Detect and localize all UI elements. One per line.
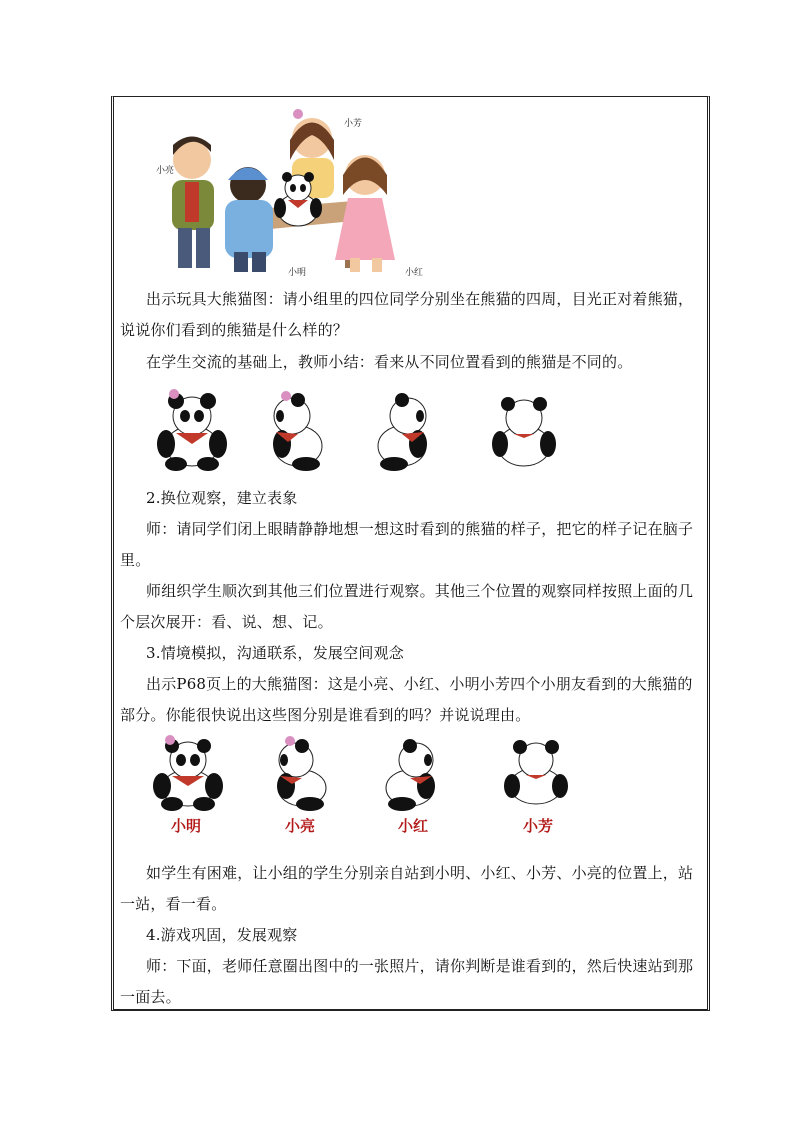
label-xiaoliang: 小亮 <box>156 166 175 176</box>
panda-side-2 <box>370 388 434 472</box>
paragraph-4: 师组织学生顺次到其他三们位置进行观察。其他三个位置的观察同样按照上面的几个层次展开：看、说、想、记。 <box>120 582 694 631</box>
paragraph-6: 如学生有困难，让小组的学生分别亲自站到小明、小红、小芳、小亮的位置上，站一站，看一看。 <box>120 864 694 913</box>
panda-side-1 <box>266 388 330 472</box>
caption-xiaoming: 小明 <box>171 817 202 835</box>
caption-xiaofang: 小芳 <box>523 817 554 835</box>
panda-back-1 <box>488 392 560 472</box>
heading-2: 2.换位观察，建立表象 <box>146 489 298 507</box>
heading-3: 3.情境模拟，沟通联系，发展空间观念 <box>146 644 404 662</box>
paragraph-5: 出示P68页上的大熊猫图：这是小亮、小红、小明小芳四个小朋友看到的大熊猫的部分。你能很快说出这些图分别是谁看到的吗？并说说理由。 <box>120 675 693 724</box>
label-xiaoming: 小明 <box>288 268 307 278</box>
panda-front-2 <box>148 736 228 812</box>
label-xiaohong: 小红 <box>405 268 424 278</box>
panda-front-1 <box>152 388 232 472</box>
paragraph-2: 在学生交流的基础上，教师小结：看来从不同位置看到的熊猫是不同的。 <box>146 353 633 371</box>
panda-side-3 <box>270 736 334 812</box>
caption-xiaoliang: 小亮 <box>285 817 316 835</box>
caption-xiaohong: 小红 <box>398 817 429 835</box>
paragraph-3: 师：请同学们闭上眼睛静静地想一想这时看到的熊猫的样子，把它的样子记在脑子里。 <box>120 520 694 569</box>
heading-4: 4.游戏巩固，发展观察 <box>146 926 298 944</box>
paragraph-1: 出示玩具大熊猫图：请小组里的四位同学分别坐在熊猫的四周，目光正对着熊猫，说说你们看到的熊猫是什么样的？ <box>120 290 694 339</box>
panda-back-2 <box>500 738 572 810</box>
paragraph-7: 师：下面，老师任意圈出图中的一张照片，请你判断是谁看到的，然后快速站到那一面去。 <box>120 957 694 1006</box>
children-panda-illustration <box>150 100 410 280</box>
panda-side-4 <box>378 736 442 812</box>
label-xiaofang: 小芳 <box>344 119 363 129</box>
